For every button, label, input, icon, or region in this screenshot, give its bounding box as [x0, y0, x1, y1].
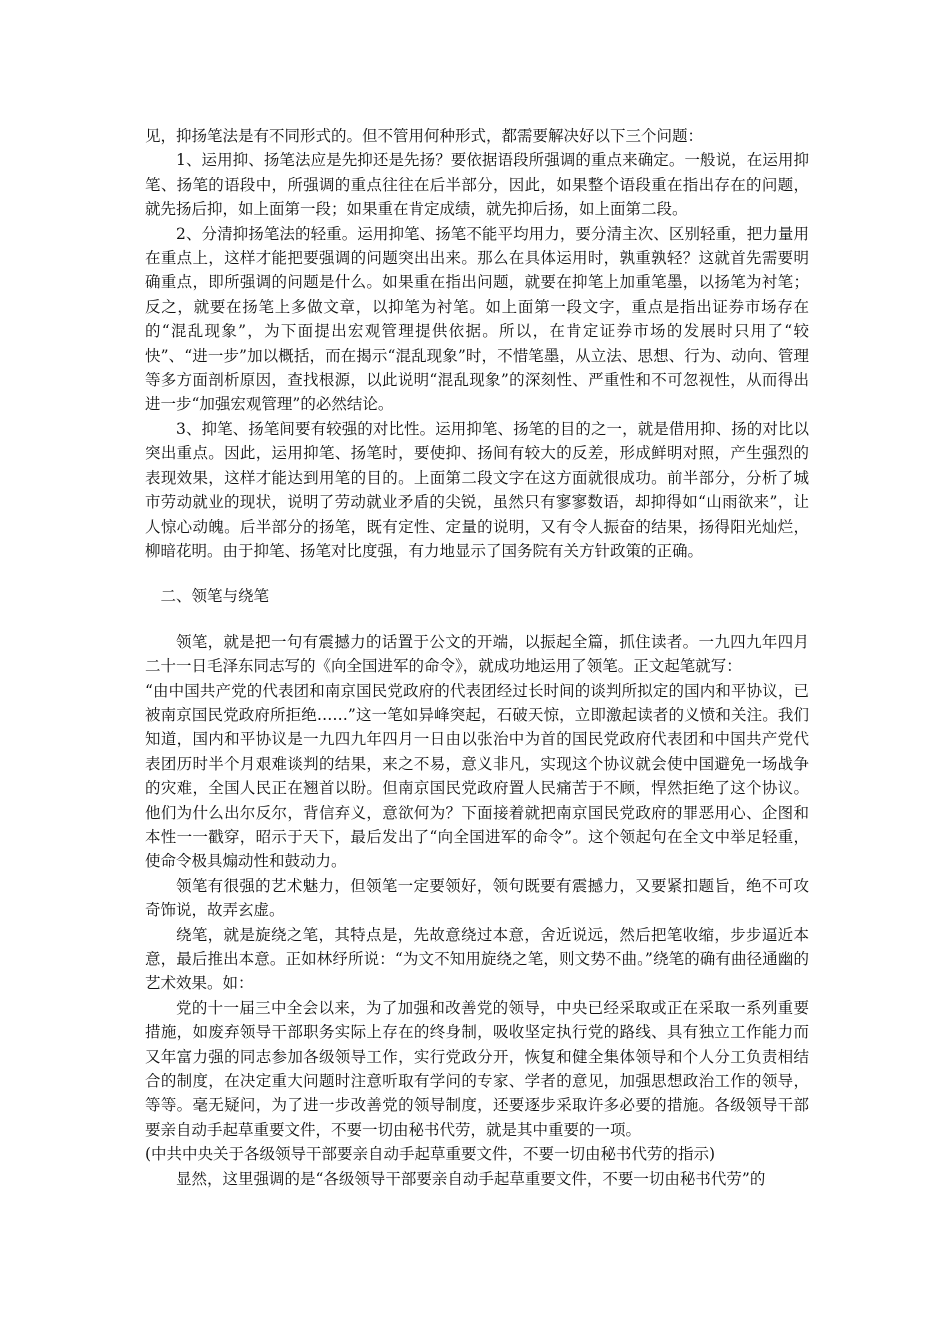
paragraph-winding-definition: 绕笔，就是旋绕之笔，其特点是，先故意绕过本意，舍近说远，然后把笔收缩，步步逼近本意，最后推出本意。正如林纾所说：“为文不知用旋绕之笔，则文势不曲。”绕笔的确有曲径通幽的艺术效果。如： [145, 925, 809, 993]
document-body [145, 124, 809, 1191]
section-heading: 二、领笔与绕笔 [160, 587, 270, 606]
paragraph-quote-analysis: “由中国共产党的代表团和南京国民党政府的代表团经过长时间的谈判所拟定的国内和平协议，已被南京国民党政府所拒绝……”这一笔如异峰突起，石破天惊，立即激起读者的义愤和关注。我们知道，国内和平协议是一九四九年四月一日由以张治中为首的国民党政府代表团和中国共产党代表团历时半个月艰难谈判的结果，来之不易，意义非凡，实现这个协议就会使中国避免一场战争的灾难，全国人民正在翘首以盼。但南京国民党政府置人民痛苦于不顾，悍然拒绝了这个协议。他们为什么出尔反尔，背信弃义，意欲何为？下面接着就把南京国民党政府的罪恶用心、企图和本性一一戳穿，昭示于天下，最后发出了“向全国进军的命令”。这个领起句在全文中举足轻重，使命令极具煽动性和鼓动力。 [145, 681, 809, 871]
paragraph-example-quote: 党的十一届三中全会以来，为了加强和改善党的领导，中央已经采取或正在采取一系列重要措施，如废弃领导干部职务实际上存在的终身制，吸收坚定执行党的路线、具有独立工作能力而又年富力强的同志参加各级领导工作，实行党政分开，恢复和健全集体领导和个人分工负责相结合的制度，在决定重大问题时注意听取有学问的专家、学者的意见，加强思想政治工作的领导，等等。毫无疑问，为了进一步改善党的领导制度，还要逐步采取许多必要的措施。各级领导干部要亲自动手起草重要文件，不要一切由秘书代劳，就是其中重要的一项。 [145, 998, 809, 1139]
paragraph-lead-caution: 领笔有很强的艺术魅力，但领笔一定要领好，领句既要有震撼力，又要紧扣题旨，绝不可攻奇饰说，故弄玄虚。 [145, 876, 809, 920]
paragraph-point-1: 1、运用抑、扬笔法应是先抑还是先扬？要依据语段所强调的重点来确定。一般说，在运用抑笔、扬笔的语段中，所强调的重点往往在后半部分，因此，如果整个语段重在指出存在的问题，就先扬后抑，如上面第一段；如果重在肯定成绩，就先抑后扬，如上面第二段。 [145, 151, 809, 219]
paragraph-point-2: 2、分清抑扬笔法的轻重。运用抑笔、扬笔不能平均用力，要分清主次、区别轻重，把力量用在重点上，这样才能把要强调的问题突出出来。那么在具体运用时，孰重孰轻？这就首先需要明确重点，即所强调的问题是什么。如果重在指出问题，就要在抑笔上加重笔墨，以扬笔为衬笔；反之，就要在扬笔上多做文章，以抑笔为衬笔。如上面第一段文字，重点是指出证券市场存在的“混乱现象”，为下面提出宏观管理提供依据。所以，在肯定证券市场的发展时只用了“较快”、“进一步”加以概括，而在揭示“混乱现象”时，不惜笔墨，从立法、思想、行为、动向、管理等多方面剖析原因，查找根源，以此说明“混乱现象”的深刻性、严重性和不可忽视性，从而得出进一步“加强宏观管理”的必然结论。 [145, 224, 809, 414]
paragraph-lead-definition: 领笔，就是把一句有震撼力的话置于公文的开端，以振起全篇，抓住读者。一九四九年四月二十一日毛泽东同志写的《向全国进军的命令》，就成功地运用了领笔。正文起笔就写： [145, 632, 809, 676]
paragraph-point-3: 3、抑笔、扬笔间要有较强的对比性。运用抑笔、扬笔的目的之一，就是借用抑、扬的对比以突出重点。因此，运用抑笔、扬笔时，要使抑、扬间有较大的反差，形成鲜明对照，产生强烈的表现效果，这样才能达到用笔的目的。上面第二段文字在这方面就很成功。前半部分，分析了城市劳动就业的现状，说明了劳动就业矛盾的尖锐，虽然只有寥寥数语，却抑得如“山雨欲来”，让人惊心动魄。后半部分的扬笔，既有定性、定量的说明，又有令人振奋的结果，扬得阳光灿烂，柳暗花明。由于抑笔、扬笔对比度强，有力地显示了国务院有关方针政策的正确。 [145, 419, 809, 560]
paragraph-intro-continuation: 见，抑扬笔法是有不同形式的。但不管用何种形式，都需要解决好以下三个问题： [145, 127, 704, 145]
paragraph-citation: (中共中央关于各级领导干部要亲自动手起草重要文件，不要一切由秘书代劳的指示) [145, 1145, 716, 1164]
paragraph-conclusion: 显然，这里强调的是“各级领导干部要亲自动手起草重要文件，不要一切由秘书代劳”的 [176, 1169, 766, 1188]
